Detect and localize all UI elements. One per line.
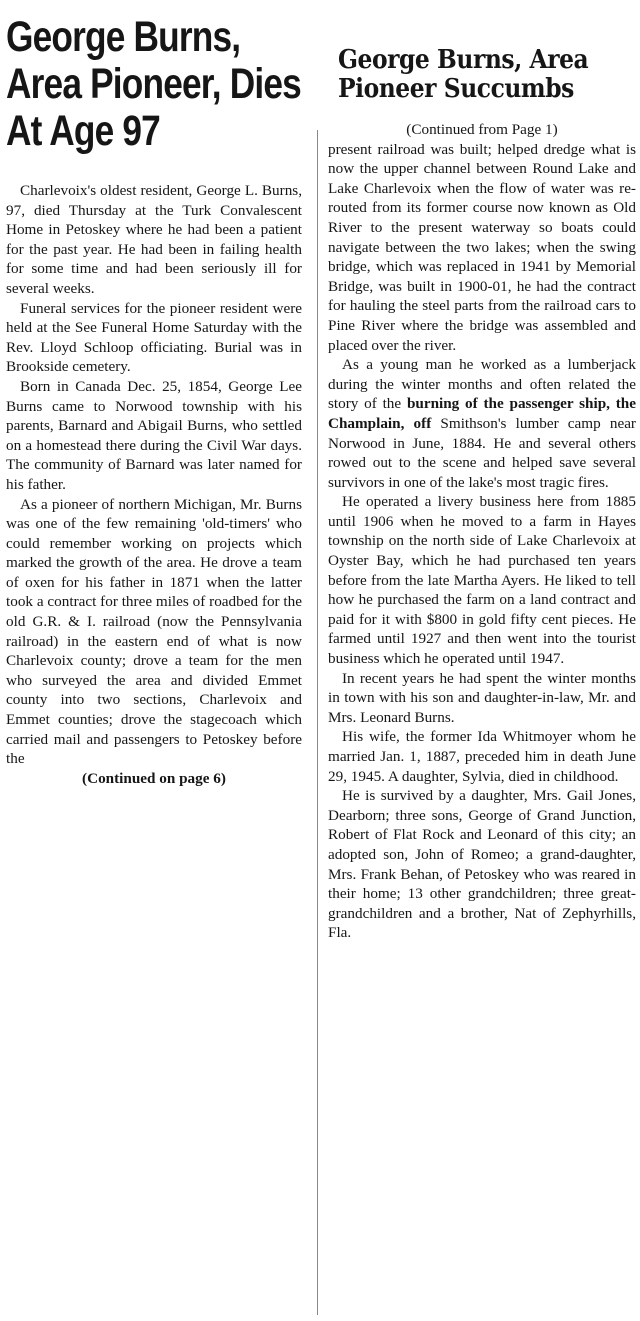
right-paragraph-2-start: As a young man he worked as a lumberjack during the winter months and often related the story of the xyxy=(328,356,636,413)
left-column xyxy=(0,0,306,788)
left-article-body xyxy=(0,181,306,788)
left-paragraph-4: As a pioneer of northern Michigan, Mr. Burns was one of the few remaining 'old-timers' who could remember working on projects which marked the growth of the area. He drove a team of oxen for his father in 1871 when the latter took a contract for three miles of roadbed for the old G.R. & I. railroad (now the Pennsylvania railroad) in the eastern end of what is now Charlevoix county; drove a team for the men who surveyed the area and divided Emmet county into two sections, Charlevoix and Emmet counties; drove the stagecoach which carried mail and passengers to Petoskey before the xyxy=(6,495,302,768)
right-paragraph-2-end: Smithson's lumber camp near Norwood in June, 1884. He and several others rowed out to the scene and helped save several survivors in one of the lake's most tragic fires. xyxy=(328,414,636,491)
right-column xyxy=(326,0,638,943)
right-paragraph-3: He operated a livery business here from 1885 until 1906 when he moved to a farm in Hayes township on the north side of Lake Charlevoix at Oyster Bay, which he had purchased ten years before from the late Martha Ayers. He liked to tell how he purchased the farm on a land contract and paid for it with $800 in gold fifty cent pieces. He farmed until 1927 and then went into the tourist business which he operated until 1947. xyxy=(328,493,636,668)
left-headline: George Burns, Area Pioneer, Dies At Age 97 xyxy=(6,13,301,155)
right-paragraph-2 xyxy=(328,355,636,492)
right-paragraph-2-bold: burning of the passenger ship, the Champlain, off xyxy=(328,395,636,432)
right-paragraph-5: His wife, the former Ida Whitmoyer whom he married Jan. 1, 1887, preceded him in death June 29, 1945. A daughter, Sylvia, died in childhood. xyxy=(328,728,636,785)
left-paragraph-2: Funeral services for the pioneer resident were held at the See Funeral Home Saturday with the Rev. Lloyd Schloop officiating. Burial was in Brookside cemetery. xyxy=(6,299,302,376)
column-divider xyxy=(317,130,318,1315)
continued-from-note: (Continued from Page 1) xyxy=(406,121,558,138)
right-paragraph-4: In recent years he had spent the winter months in town with his son and daughter-in-law, Mr. and Mrs. Leonard Burns. xyxy=(328,669,636,726)
right-headline: George Burns, Area Pioneer Succumbs xyxy=(338,45,589,104)
right-paragraph-1: present railroad was built; helped dredge what is now the upper channel between Round Lake and Lake Charlevoix when the flow of water was re-routed from its former course now known as Old River to the present waterway so boats could navigate between the two lakes; when the swing bridge, which was replaced in 1941 by Memorial Bridge, was built in 1900-01, he had the contract for hauling the steel parts from the railroad cars to Pine River where the bridge was assembled and placed over the river. xyxy=(328,140,636,354)
left-paragraph-3: Born in Canada Dec. 25, 1854, George Lee Burns came to Norwood township with his parents, Barnard and Abigail Burns, who settled on a homestead there during the Civil War days. The community of Barnard was later named for his father. xyxy=(6,377,302,493)
right-paragraph-6: He is survived by a daughter, Mrs. Gail Jones, Dearborn; three sons, George of Grand Junction, Robert of Flat Rock and Leonard of this city; an adopted son, John of Romeo; a grand-daughter, Mrs. Frank Behan, of Petoskey who was reared in their home; 13 other grandchildren; three great-grandchildren and a brother, Nat of Zephyrhills, Fla. xyxy=(328,787,636,942)
right-article-body xyxy=(326,120,638,943)
left-paragraph-1: Charlevoix's oldest resident, George L. Burns, 97, died Thursday at the Turk Convalescent Home in Petoskey where he had been a patient for the past year. He had been in failing health for some time and had been seriously ill for several weeks. xyxy=(6,182,302,297)
continued-on-note: (Continued on page 6) xyxy=(82,769,226,787)
